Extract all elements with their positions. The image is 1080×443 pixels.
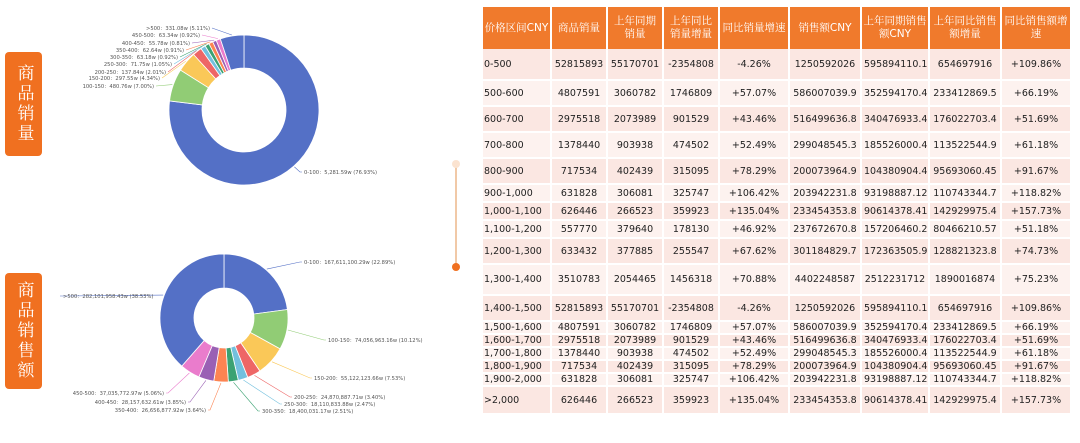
- leader-line: [156, 85, 172, 86]
- table-cell: 654697916: [929, 49, 1001, 80]
- table-cell: +118.82%: [1001, 373, 1071, 386]
- timeline-dot-top: [452, 160, 460, 168]
- table-cell: +70.88%: [719, 264, 789, 295]
- table-cell: 1378440: [551, 132, 607, 158]
- table-cell: +118.82%: [1001, 184, 1071, 202]
- table-cell: +106.42%: [719, 373, 789, 386]
- table-cell: 631828: [551, 184, 607, 202]
- table-cell: 631828: [551, 373, 607, 386]
- table-cell: 1890016874: [929, 264, 1001, 295]
- table-cell: +57.07%: [719, 80, 789, 106]
- table-cell: +157.73%: [1001, 386, 1071, 414]
- slice-label: >500：282,101,958.43w (38.53%): [63, 293, 154, 300]
- leader-line: [212, 28, 232, 35]
- leader-line: [234, 382, 260, 411]
- table-cell: 266523: [607, 386, 663, 414]
- table-cell: +52.49%: [719, 132, 789, 158]
- slice-label: 100-150：480.76w (7.00%): [82, 83, 154, 90]
- table-row: [483, 49, 1071, 80]
- table-cell: +135.04%: [719, 386, 789, 414]
- table-cell: 626446: [551, 386, 607, 414]
- slice-label: 300-350：18,400,031.17w (2.51%): [262, 408, 354, 415]
- leader-line: [188, 380, 206, 402]
- table-cell: 237672670.8: [789, 220, 861, 238]
- table-row: [483, 347, 1071, 360]
- table-cell: 3060782: [607, 80, 663, 106]
- table-cell: 110743344.7: [929, 184, 1001, 202]
- table-row: [483, 80, 1071, 106]
- table-cell: +67.62%: [719, 238, 789, 264]
- slice-label: 100-150：74,056,963.16w (10.12%): [328, 337, 423, 344]
- table-cell: 600-700: [483, 106, 551, 132]
- table-cell: +51.69%: [1001, 334, 1071, 347]
- table-cell: 717534: [551, 360, 607, 373]
- table-header: 商品销量: [551, 7, 607, 49]
- table-cell: 1,300-1,400: [483, 264, 551, 295]
- table-cell: 142929975.4: [929, 202, 1001, 220]
- table-cell: 379640: [607, 220, 663, 238]
- table-header: 同比销售额增速: [1001, 7, 1071, 49]
- table-row: [483, 386, 1071, 414]
- table-cell: 2073989: [607, 334, 663, 347]
- leader-line: [166, 373, 189, 393]
- table-cell: 142929975.4: [929, 386, 1001, 414]
- table-row: [483, 132, 1071, 158]
- table-cell: 203942231.8: [789, 184, 861, 202]
- table-cell: 1,100-1,200: [483, 220, 551, 238]
- leader-line: [202, 35, 218, 39]
- table-cell: 474502: [663, 132, 719, 158]
- table-cell: +75.23%: [1001, 264, 1071, 295]
- table-cell: 52815893: [551, 49, 607, 80]
- slice-label: 150-200：55,122,123.66w (7.53%): [314, 375, 406, 382]
- table-cell: +109.86%: [1001, 49, 1071, 80]
- table-cell: 185526000.4: [861, 347, 929, 360]
- table-cell: 93198887.12: [861, 184, 929, 202]
- table-cell: 1250592026: [789, 295, 861, 321]
- table-cell: 80466210.57: [929, 220, 1001, 238]
- table-cell: 52815893: [551, 295, 607, 321]
- table-cell: 586007039.9: [789, 80, 861, 106]
- table-cell: 1,500-1,600: [483, 321, 551, 334]
- table-cell: 4807591: [551, 321, 607, 334]
- table-cell: 1250592026: [789, 49, 861, 80]
- table-cell: 113522544.9: [929, 347, 1001, 360]
- table-cell: 900-1,000: [483, 184, 551, 202]
- table-cell: 178130: [663, 220, 719, 238]
- table-header: 上年同比销售额增量: [929, 7, 1001, 49]
- table-row: [483, 264, 1071, 295]
- table-cell: 299048545.3: [789, 132, 861, 158]
- price-range-data-table: [483, 7, 1072, 415]
- table-cell: 301184829.7: [789, 238, 861, 264]
- table-cell: 4402248587: [789, 264, 861, 295]
- table-cell: 306081: [607, 373, 663, 386]
- table-cell: 176022703.4: [929, 334, 1001, 347]
- table-cell: 113522544.9: [929, 132, 1001, 158]
- leader-line: [208, 383, 221, 410]
- slice-label: 250-300：71.75w (1.05%): [103, 61, 172, 68]
- table-cell: 90614378.41: [861, 202, 929, 220]
- table-row: [483, 334, 1071, 347]
- table-header: 销售额CNY: [789, 7, 861, 49]
- table-cell: 172363505.9: [861, 238, 929, 264]
- table-cell: 255547: [663, 238, 719, 264]
- table-cell: -2354808: [663, 49, 719, 80]
- table-cell: >2,000: [483, 386, 551, 414]
- table-cell: +43.46%: [719, 106, 789, 132]
- table-cell: 474502: [663, 347, 719, 360]
- table-cell: 516499636.8: [789, 106, 861, 132]
- table-cell: 95693060.45: [929, 158, 1001, 184]
- sales-volume-label: 商品销量: [5, 52, 42, 156]
- table-cell: 402439: [607, 158, 663, 184]
- table-cell: +135.04%: [719, 202, 789, 220]
- table-cell: 800-900: [483, 158, 551, 184]
- table-cell: 55170701: [607, 295, 663, 321]
- table-cell: 903938: [607, 347, 663, 360]
- leader-line: [288, 330, 326, 340]
- table-cell: 299048545.3: [789, 347, 861, 360]
- table-cell: 633432: [551, 238, 607, 264]
- table-cell: 377885: [607, 238, 663, 264]
- table-cell: 626446: [551, 202, 607, 220]
- table-cell: 586007039.9: [789, 321, 861, 334]
- table-cell: 2512231712: [861, 264, 929, 295]
- table-row: [483, 184, 1071, 202]
- table-header: 价格区间CNY: [483, 7, 551, 49]
- table-cell: +78.29%: [719, 360, 789, 373]
- table-cell: 90614378.41: [861, 386, 929, 414]
- table-cell: +78.29%: [719, 158, 789, 184]
- sales-volume-donut-chart: [44, 0, 444, 205]
- slice-label: 300-350：63.18w (0.92%): [109, 54, 178, 61]
- table-row: [483, 321, 1071, 334]
- timeline-divider: [455, 163, 457, 267]
- table-cell: 717534: [551, 158, 607, 184]
- table-cell: +66.19%: [1001, 321, 1071, 334]
- table-cell: 233412869.5: [929, 321, 1001, 334]
- sales-revenue-donut-chart: [44, 222, 444, 443]
- table-cell: 402439: [607, 360, 663, 373]
- table-row: [483, 106, 1071, 132]
- table-cell: 359923: [663, 386, 719, 414]
- table-cell: +106.42%: [719, 184, 789, 202]
- table-cell: 2073989: [607, 106, 663, 132]
- table-cell: 104380904.4: [861, 360, 929, 373]
- table-cell: 1746809: [663, 80, 719, 106]
- table-cell: 266523: [607, 202, 663, 220]
- slice-label: 350-400：62.64w (0.91%): [115, 47, 184, 54]
- table-cell: 3060782: [607, 321, 663, 334]
- table-row: [483, 202, 1071, 220]
- table-cell: +91.67%: [1001, 360, 1071, 373]
- table-cell: 1378440: [551, 347, 607, 360]
- sales-revenue-label: 商品销售额: [5, 273, 42, 389]
- timeline-dot-bottom: [452, 263, 460, 271]
- slice-label: 200-250：24,870,887.71w (3.40%): [294, 394, 386, 401]
- leader-line: [294, 167, 302, 172]
- table-cell: 1456318: [663, 264, 719, 295]
- table-cell: 2975518: [551, 106, 607, 132]
- table-cell: 516499636.8: [789, 334, 861, 347]
- table-cell: +57.07%: [719, 321, 789, 334]
- table-cell: 185526000.4: [861, 132, 929, 158]
- table-header: 同比销量增速: [719, 7, 789, 49]
- slice-label: 450-500：37,035,772.97w (5.06%): [72, 390, 164, 397]
- table-cell: 1746809: [663, 321, 719, 334]
- table-cell: +157.73%: [1001, 202, 1071, 220]
- table-cell: 352594170.4: [861, 321, 929, 334]
- table-row: [483, 220, 1071, 238]
- table-cell: 200073964.9: [789, 360, 861, 373]
- table-cell: 104380904.4: [861, 158, 929, 184]
- leader-line: [267, 262, 302, 269]
- table-cell: 1,700-1,800: [483, 347, 551, 360]
- leader-line: [272, 362, 312, 378]
- table-cell: 306081: [607, 184, 663, 202]
- slice-label: 250-300：18,110,833.88w (2.47%): [284, 401, 376, 408]
- slice-label: 0-100：5,281.59w (76.93%): [304, 169, 378, 176]
- table-cell: 901529: [663, 106, 719, 132]
- table-cell: 1,400-1,500: [483, 295, 551, 321]
- slice-label: 350-400：26,656,877.92w (3.64%): [114, 407, 206, 414]
- table-cell: 157206460.2: [861, 220, 929, 238]
- table-cell: 200073964.9: [789, 158, 861, 184]
- table-cell: 340476933.4: [861, 334, 929, 347]
- table-cell: 1,000-1,100: [483, 202, 551, 220]
- table-cell: +51.69%: [1001, 106, 1071, 132]
- table-cell: +61.18%: [1001, 347, 1071, 360]
- slice-label: 0-100：167,611,100.29w (22.89%): [304, 259, 396, 266]
- table-cell: +74.73%: [1001, 238, 1071, 264]
- table-cell: 1,800-1,900: [483, 360, 551, 373]
- table-cell: 352594170.4: [861, 80, 929, 106]
- table-cell: 557770: [551, 220, 607, 238]
- slice-label: 400-450：28,157,632.61w (3.85%): [94, 399, 186, 406]
- table-cell: -4.26%: [719, 295, 789, 321]
- table-cell: 203942231.8: [789, 373, 861, 386]
- table-row: [483, 158, 1071, 184]
- table-cell: 500-600: [483, 80, 551, 106]
- table-cell: -2354808: [663, 295, 719, 321]
- table-cell: +52.49%: [719, 347, 789, 360]
- table-cell: 2975518: [551, 334, 607, 347]
- table-cell: 903938: [607, 132, 663, 158]
- pie-slice: [224, 254, 287, 314]
- table-header: 上年同比销量增量: [663, 7, 719, 49]
- table-cell: 176022703.4: [929, 106, 1001, 132]
- table-cell: 233412869.5: [929, 80, 1001, 106]
- table-cell: 3510783: [551, 264, 607, 295]
- table-cell: +61.18%: [1001, 132, 1071, 158]
- table-row: [483, 238, 1071, 264]
- table-cell: 315095: [663, 158, 719, 184]
- table-cell: -4.26%: [719, 49, 789, 80]
- table-cell: 2054465: [607, 264, 663, 295]
- table-cell: 359923: [663, 202, 719, 220]
- table-cell: +43.46%: [719, 334, 789, 347]
- table-row: [483, 295, 1071, 321]
- table-cell: 595894110.1: [861, 49, 929, 80]
- slice-label: 200-250：137.84w (2.01%): [94, 69, 166, 76]
- table-cell: +51.18%: [1001, 220, 1071, 238]
- table-cell: 55170701: [607, 49, 663, 80]
- leader-line: [254, 375, 292, 397]
- slice-label: 400-450：55.78w (0.81%): [121, 40, 190, 47]
- table-cell: 654697916: [929, 295, 1001, 321]
- table-cell: 0-500: [483, 49, 551, 80]
- table-cell: 93198887.12: [861, 373, 929, 386]
- table-cell: 233454353.8: [789, 386, 861, 414]
- slice-label: >500：331.08w (5.11%): [145, 25, 210, 32]
- table-cell: 1,200-1,300: [483, 238, 551, 264]
- table-cell: +91.67%: [1001, 158, 1071, 184]
- table-cell: 128821323.8: [929, 238, 1001, 264]
- table-row: [483, 373, 1071, 386]
- table-cell: 700-800: [483, 132, 551, 158]
- table-header: 上年同期销量: [607, 7, 663, 49]
- table-header: 上年同期销售额CNY: [861, 7, 929, 49]
- table-cell: 4807591: [551, 80, 607, 106]
- table-cell: 595894110.1: [861, 295, 929, 321]
- table-cell: 110743344.7: [929, 373, 1001, 386]
- table-cell: 325747: [663, 184, 719, 202]
- table-cell: 901529: [663, 334, 719, 347]
- table-row: [483, 360, 1071, 373]
- table-cell: 1,900-2,000: [483, 373, 551, 386]
- table-cell: 95693060.45: [929, 360, 1001, 373]
- table-cell: 340476933.4: [861, 106, 929, 132]
- table-cell: 325747: [663, 373, 719, 386]
- table-cell: 315095: [663, 360, 719, 373]
- table-cell: 1,600-1,700: [483, 334, 551, 347]
- slice-label: 450-500：63.34w (0.92%): [131, 32, 200, 39]
- table-cell: +66.19%: [1001, 80, 1071, 106]
- table-cell: +46.92%: [719, 220, 789, 238]
- table-cell: +109.86%: [1001, 295, 1071, 321]
- slice-label: 150-200：297.55w (4.34%): [88, 75, 160, 82]
- table-cell: 233454353.8: [789, 202, 861, 220]
